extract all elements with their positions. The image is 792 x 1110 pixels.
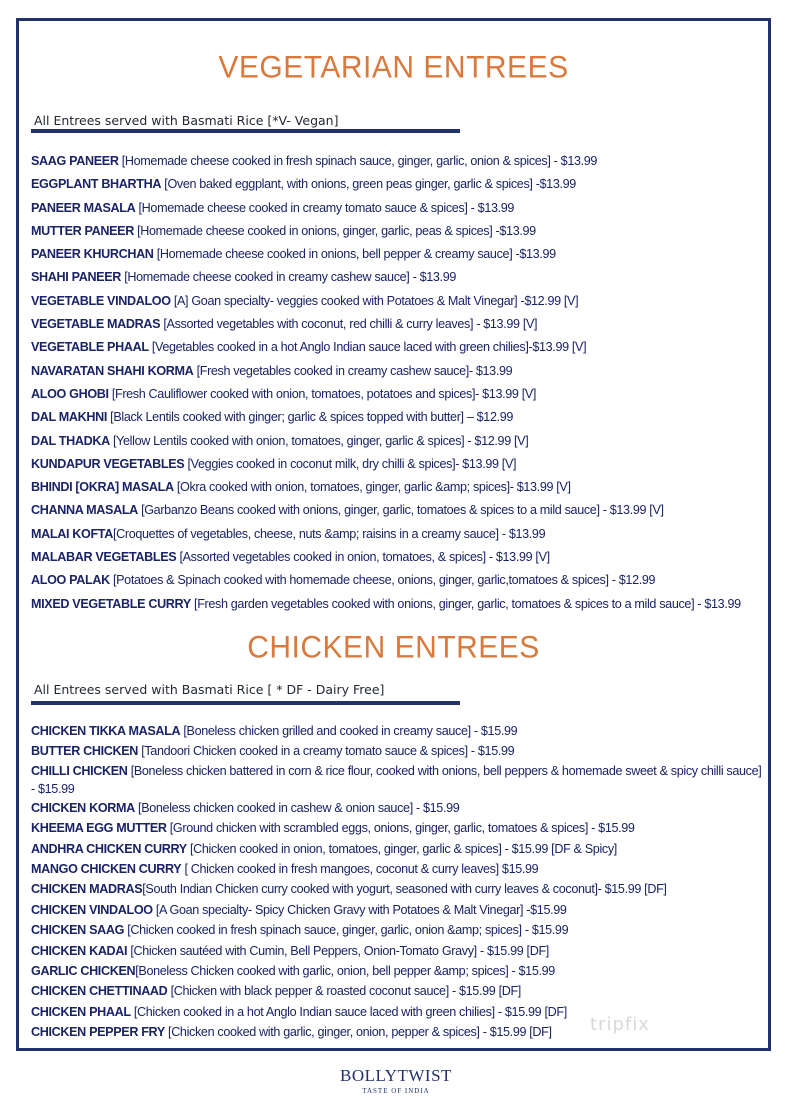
menu-item-name: PANEER MASALA (31, 200, 136, 215)
chicken-menu-item (31, 721, 766, 741)
menu-item-description: [Homemade cheese cooked in creamy tomato sauce & spices] - $13.99 (135, 200, 515, 215)
menu-item-description: [ Chicken cooked in fresh mangoes, coconut & curry leaves] $15.99 (181, 862, 539, 877)
menu-item-description: [Chicken cooked in a hot Anglo Indian sauce laced with green chilies] - $15.99 [DF] (130, 1004, 567, 1019)
menu-item-description: [Boneless chicken battered in corn & rice flour, cooked with onions, bell peppers & homemade sweet & spicy chilli sauce] - $15.99 (31, 763, 762, 796)
chicken-menu-item (31, 859, 766, 879)
menu-item-name: MANGO CHICKEN CURRY (31, 862, 182, 877)
menu-item-name: CHICKEN CHETTINAAD (31, 984, 168, 999)
vegetarian-items (31, 150, 766, 615)
menu-item-description: [Homemade cheese cooked in creamy cashew sauce] - $13.99 (121, 270, 457, 285)
chicken-menu-item (31, 941, 766, 961)
menu-item-description: [Chicken with black pepper & roasted coconut sauce] - $15.99 [DF] (167, 984, 521, 999)
watermark: tripfix (590, 1014, 650, 1035)
vegetarian-menu-item (31, 453, 766, 476)
chicken-divider (31, 701, 460, 705)
menu-item-description: [Ground chicken with scrambled eggs, onions, ginger, garlic, tomatoes & spices] - $15.99 (166, 821, 635, 836)
vegetarian-menu-item (31, 197, 766, 220)
vegetarian-menu-item (31, 593, 766, 615)
menu-item-description: [Chicken cooked in onion, tomatoes, ginger, garlic & spices] - $15.99 [DF & Spicy] (186, 841, 617, 856)
menu-item-description: [Veggies cooked in coconut milk, dry chilli & spices]- $13.99 [V] (184, 456, 517, 471)
chicken-menu-item (31, 1002, 766, 1022)
menu-item-name: CHANNA MASALA (31, 503, 138, 518)
chicken-menu-item (31, 879, 766, 899)
chicken-menu-item (31, 798, 766, 818)
menu-item-description: [Assorted vegetables cooked in onion, tomatoes, & spices] - $13.99 [V] (176, 550, 550, 565)
menu-item-name: CHICKEN TIKKA MASALA (31, 724, 181, 738)
vegetarian-menu-item (31, 523, 766, 546)
chicken-menu-item (31, 839, 766, 859)
menu-item-name: PANEER KHURCHAN (31, 247, 154, 262)
vegetarian-menu-item (31, 499, 766, 522)
menu-item-description: [Yellow Lentils cooked with onion, tomatoes, ginger, garlic & spices] - $12.99 [V] (109, 433, 529, 448)
menu-item-description: [A Goan specialty- Spicy Chicken Gravy with Potatoes & Malt Vinegar] -$15.99 (152, 902, 567, 917)
vegetarian-divider (31, 129, 460, 133)
chicken-menu-item (31, 920, 766, 940)
menu-item-description: [Homemade cheese cooked in onions, ginger, garlic, peas & spices] -$13.99 (133, 223, 536, 238)
brand-tagline: TASTE OF INDIA (362, 1087, 430, 1095)
menu-item-description: [Boneless Chicken cooked with garlic, onion, bell pepper &amp; spices] - $15.99 (135, 964, 555, 979)
menu-item-name: ANDHRA CHICKEN CURRY (31, 841, 187, 856)
menu-item-name: KHEEMA EGG MUTTER (31, 821, 167, 836)
menu-item-name: CHICKEN KADAI (31, 943, 128, 958)
vegetarian-menu-item (31, 173, 766, 196)
vegetarian-menu-item (31, 266, 766, 289)
menu-item-description: [Potatoes & Spinach cooked with homemade cheese, onions, ginger, garlic,tomatoes & spices] - $12.99 (109, 573, 656, 588)
menu-item-name: GARLIC CHICKEN (31, 964, 136, 979)
menu-item-description: [Chicken cooked with garlic, ginger, onion, pepper & spices] - $15.99 [DF] (164, 1025, 552, 1040)
menu-item-name: ALOO PALAK (31, 573, 110, 588)
menu-item-description: [Assorted vegetables with coconut, red chilli & curry leaves] - $13.99 [V] (160, 317, 538, 332)
menu-item-name: CHICKEN VINDALOO (31, 902, 153, 917)
menu-item-description: [Tandoori Chicken cooked in a creamy tomato sauce & spices] - $15.99 (138, 744, 515, 759)
menu-item-name: VEGETABLE VINDALOO (31, 293, 171, 308)
vegetarian-menu-item (31, 569, 766, 592)
chicken-menu-item (31, 818, 766, 838)
chicken-menu-item (31, 741, 766, 761)
menu-item-description: [Fresh garden vegetables cooked with onions, ginger, garlic, tomatoes & spices to a mild sauce] - $13.99 (190, 596, 741, 611)
menu-frame (16, 18, 771, 1051)
menu-item-name: ALOO GHOBI (31, 386, 109, 401)
vegetarian-menu-item (31, 243, 766, 266)
menu-item-description: [A] Goan specialty- veggies cooked with Potatoes & Malt Vinegar] -$12.99 [V] (170, 293, 579, 308)
menu-item-name: DAL THADKA (31, 433, 110, 448)
brand-logo (0, 1066, 792, 1095)
vegetarian-menu-item (31, 476, 766, 499)
vegetarian-menu-item (31, 546, 766, 569)
chicken-menu-item (31, 1022, 766, 1042)
menu-item-name: BHINDI [OKRA] MASALA (31, 480, 174, 495)
vegetarian-menu-item (31, 150, 766, 173)
menu-item-name: KUNDAPUR VEGETABLES (31, 456, 185, 471)
menu-item-description: [Homemade cheese cooked in fresh spinach sauce, ginger, garlic, onion & spices] - $13.99 (118, 154, 598, 168)
chicken-note: All Entrees served with Basmati Rice [ * DF - Dairy Free] (34, 682, 385, 697)
menu-item-description: [Garbanzo Beans cooked with onions, ginger, garlic, tomatoes & spices to a mild sauce] - $13.99 [V] (137, 503, 664, 518)
chicken-heading: CHICKEN ENTREES (247, 630, 540, 665)
menu-item-description: [Vegetables cooked in a hot Anglo Indian sauce laced with green chilies]-$13.99 [V] (148, 340, 587, 355)
chicken-menu-item (31, 981, 766, 1001)
menu-item-description: [Black Lentils cooked with ginger; garlic & spices topped with butter] – $12.99 (107, 410, 514, 425)
menu-item-name: VEGETABLE MADRAS (31, 317, 161, 332)
vegetarian-heading: VEGETARIAN ENTREES (218, 50, 569, 85)
chicken-menu-item (31, 900, 766, 920)
vegetarian-menu-item (31, 290, 766, 313)
menu-item-name: CHICKEN KORMA (31, 800, 135, 815)
menu-item-description: [Croquettes of vegetables, cheese, nuts &amp; raisins in a creamy sauce] - $13.99 (112, 526, 546, 541)
menu-item-name: SHAHI PANEER (31, 270, 122, 285)
vegetarian-menu-item (31, 383, 766, 406)
menu-item-name: CHICKEN MADRAS (31, 882, 143, 897)
menu-item-name: CHICKEN PEPPER FRY (31, 1025, 165, 1040)
menu-item-name: SAAG PANEER (31, 154, 119, 168)
menu-item-description: [South Indian Chicken curry cooked with yogurt, seasoned with curry leaves & coconut]- $15.99 [DF] (142, 882, 667, 897)
menu-item-description: [Fresh Cauliflower cooked with onion, tomatoes, potatoes and spices]- $13.99 [V] (108, 386, 537, 401)
vegetarian-note: All Entrees served with Basmati Rice [*V- Vegan] (34, 113, 339, 128)
menu-item-name: MALABAR VEGETABLES (31, 550, 177, 565)
menu-item-name: CHICKEN PHAAL (31, 1004, 131, 1019)
menu-item-description: [Oven baked eggplant, with onions, green peas ginger, garlic & spices] -$13.99 (161, 177, 576, 192)
menu-item-description: [Chicken sautéed with Cumin, Bell Peppers, Onion-Tomato Gravy] - $15.99 [DF] (127, 943, 549, 958)
chicken-menu-item (31, 961, 766, 981)
menu-item-description: [Fresh vegetables cooked in creamy cashew sauce]- $13.99 (193, 363, 513, 378)
menu-item-name: VEGETABLE PHAAL (31, 340, 149, 355)
menu-item-name: BUTTER CHICKEN (31, 744, 139, 759)
chicken-items (31, 721, 766, 1043)
menu-item-description: [Chicken cooked in fresh spinach sauce, ginger, garlic, onion &amp; spices] - $15.99 (124, 923, 569, 938)
menu-item-name: DAL MAKHNI (31, 410, 108, 425)
menu-item-description: [Boneless chicken cooked in cashew & onion sauce] - $15.99 (134, 800, 460, 815)
menu-item-description: [Boneless chicken grilled and cooked in creamy sauce] - $15.99 (180, 724, 518, 738)
vegetarian-menu-item (31, 313, 766, 336)
menu-item-name: EGGPLANT BHARTHA (31, 177, 162, 192)
menu-item-name: MIXED VEGETABLE CURRY (31, 596, 191, 611)
vegetarian-menu-item (31, 406, 766, 429)
chicken-menu-item (31, 762, 766, 798)
menu-item-name: MUTTER PANEER (31, 223, 134, 238)
menu-item-name: NAVARATAN SHAHI KORMA (31, 363, 194, 378)
menu-item-name: CHILLI CHICKEN (31, 763, 128, 778)
brand-name: BOLLYTWIST (340, 1066, 452, 1085)
vegetarian-menu-item (31, 220, 766, 243)
menu-item-name: MALAI KOFTA (31, 526, 113, 541)
vegetarian-menu-item (31, 336, 766, 359)
menu-item-name: CHICKEN SAAG (31, 923, 125, 938)
vegetarian-menu-item (31, 360, 766, 383)
vegetarian-menu-item (31, 430, 766, 453)
menu-item-description: [Homemade cheese cooked in onions, bell pepper & creamy sauce] -$13.99 (153, 247, 556, 262)
menu-item-description: [Okra cooked with onion, tomatoes, ginger, garlic &amp; spices]- $13.99 [V] (173, 480, 571, 495)
